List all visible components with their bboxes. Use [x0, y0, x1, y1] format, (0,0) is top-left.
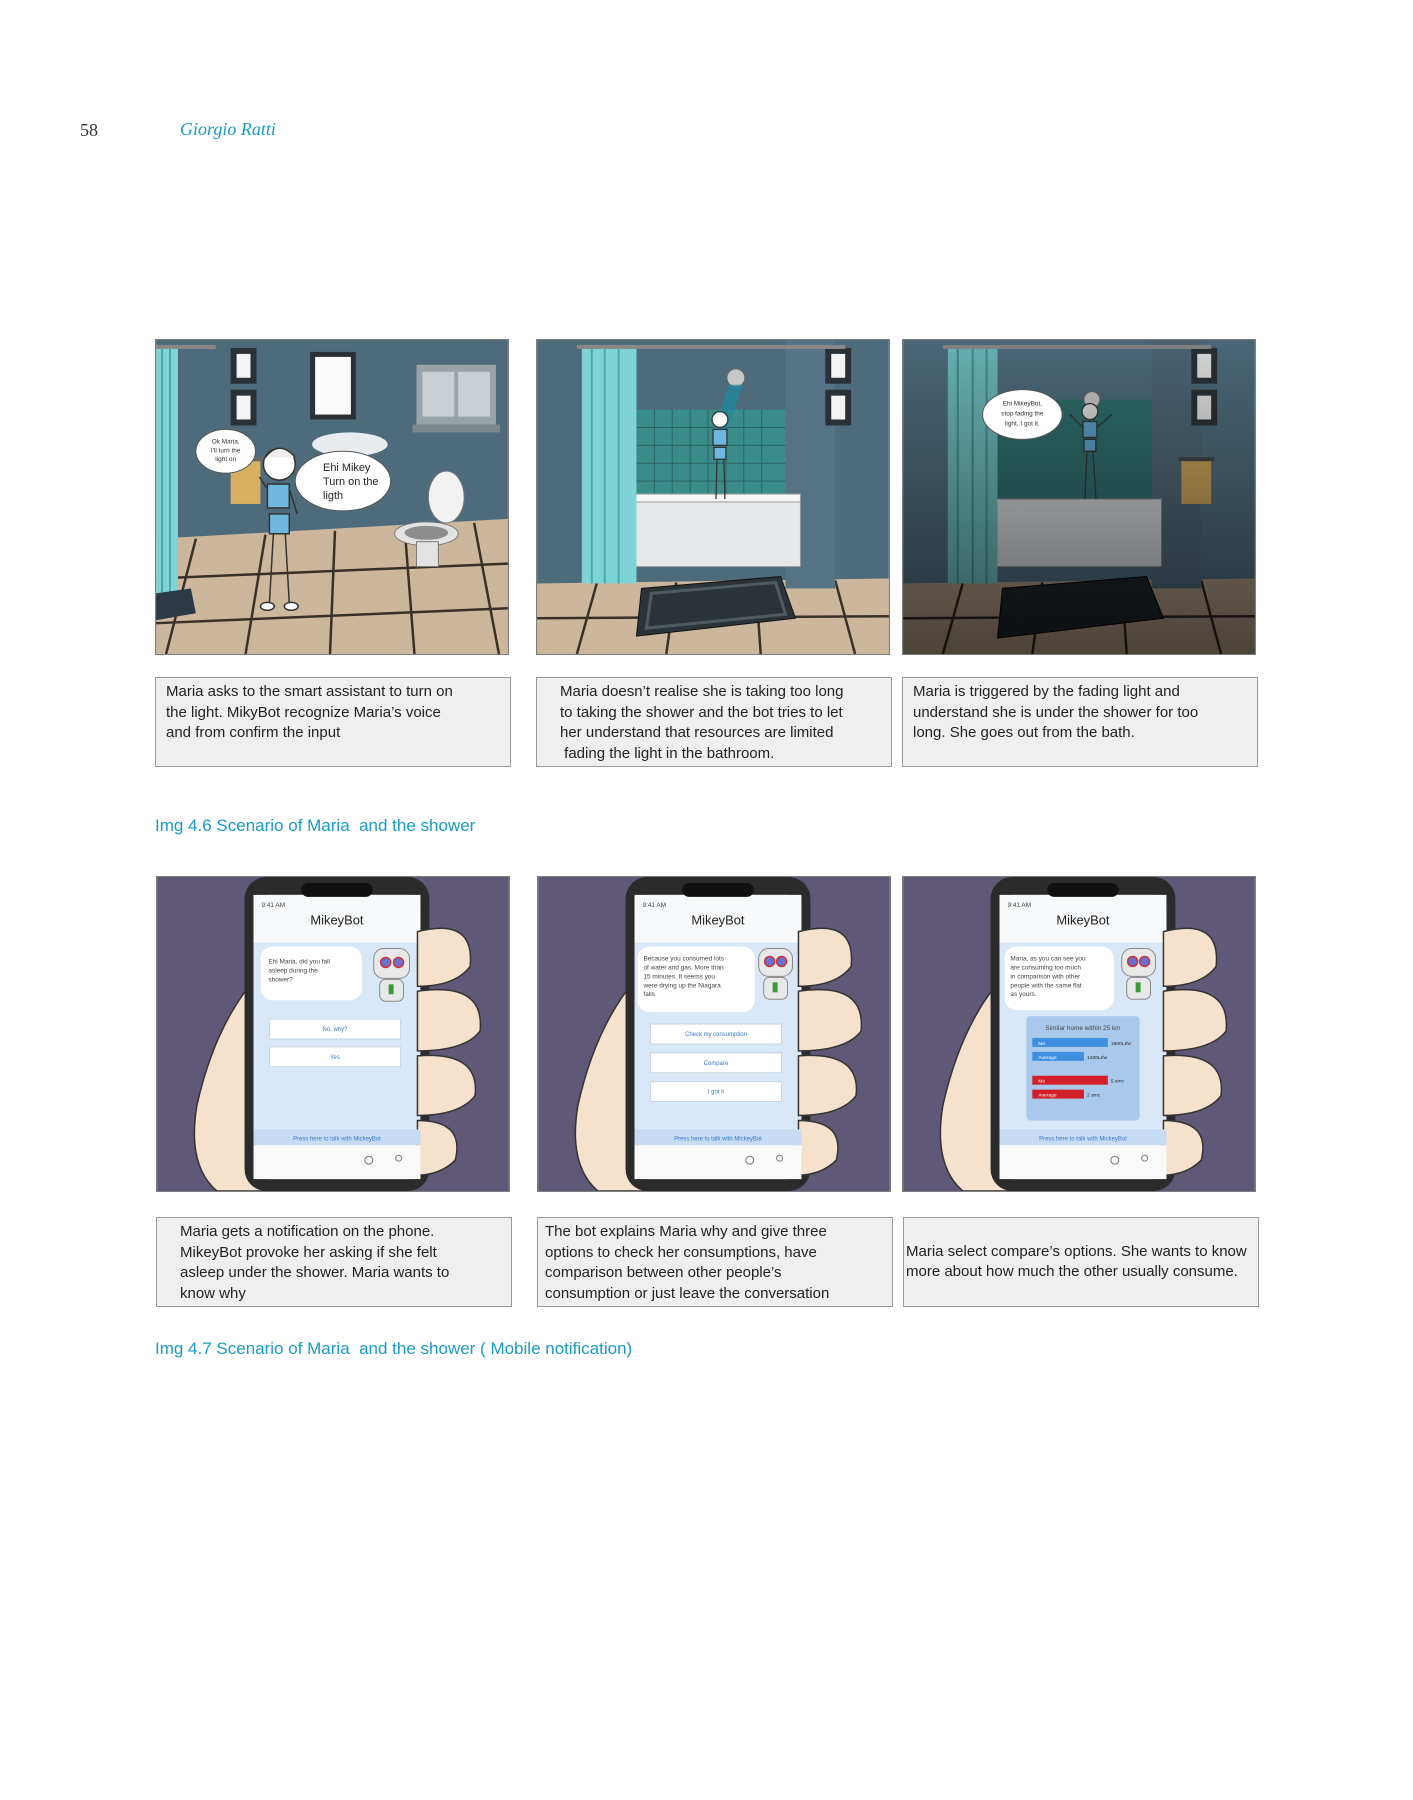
status-time: 9:41 AM: [261, 901, 286, 909]
bathroom-light-on-illustration: [156, 340, 508, 654]
caption-line: fading the light in the bathroom.: [560, 744, 775, 762]
compare-label: Compare: [703, 1060, 729, 1067]
bot-message-line: people with the same flat: [1010, 982, 1082, 990]
user-bubble-line: stop fading the: [1001, 410, 1044, 418]
comparison-bar-label: Average: [1038, 1093, 1057, 1099]
caption-box: [156, 1217, 512, 1307]
caption-line: to taking the shower and the bot tries to let: [560, 703, 843, 721]
caption-line: Maria gets a notification on the phone.: [180, 1223, 435, 1240]
shower-illustration: [537, 340, 889, 654]
caption-line: the light. MikyBot recognize Maria’s voice: [166, 703, 441, 721]
caption-line: and from confirm the input: [166, 724, 341, 741]
user-bubble-line: Ehi Mikey: [323, 462, 371, 475]
robot-icon: [1122, 949, 1156, 1000]
caption-line: understand she is under the shower for too: [913, 703, 1199, 721]
caption-line: Maria doesn’t realise she is taking too long: [560, 683, 844, 700]
phone-panel-1: [156, 876, 510, 1192]
user-bubble-line: Turn on the: [323, 476, 379, 489]
got-it-label: I got it: [707, 1089, 725, 1096]
bathroom-panel-1: [155, 339, 509, 655]
figure-caption: Img 4.7 Scenario of Maria and the shower ( Mobile notification): [155, 1339, 633, 1358]
caption-line: long. She goes out from the bath.: [913, 724, 1135, 741]
caption-line: more about how much the other usually consume.: [906, 1263, 1238, 1280]
bot-message-line: were drying up the Niagara: [643, 982, 721, 990]
caption-box: [537, 1217, 893, 1307]
no-why-button-label: No, why?: [322, 1027, 348, 1034]
caption-line: Maria select compare’s options. She wants to know: [906, 1242, 1247, 1260]
comparison-bar-value: 1200Lt/w: [1086, 1055, 1108, 1061]
caption-line: options to check her consumptions, have: [545, 1243, 817, 1261]
comparison-bar-label: Me: [1038, 1041, 1046, 1047]
phone-panel-3: [902, 876, 1256, 1192]
caption-box: [155, 677, 511, 767]
comparison-bar-label: Average: [1038, 1055, 1057, 1061]
caption-line: MikeyBot provoke her asking if she felt: [180, 1243, 437, 1261]
status-time: 9:41 AM: [1007, 901, 1032, 909]
comparison-bar-value: 1900Lt/w: [1110, 1041, 1131, 1047]
caption-box: [902, 677, 1258, 767]
comparison-bar-label: Me: [1038, 1079, 1046, 1085]
bot-message-line: Ehi Maria, did you fall: [268, 958, 330, 966]
phone-options-illustration: [538, 877, 890, 1191]
bot-bubble-line: light on: [215, 456, 237, 464]
caption-box: [536, 677, 892, 767]
talk-link[interactable]: Press here to talk with MickeyBot: [1039, 1136, 1127, 1143]
talk-link[interactable]: Press here to talk with MickeyBot: [674, 1136, 762, 1143]
bot-message-line: asleep during the: [268, 967, 318, 975]
app-title: MikeyBot: [310, 912, 364, 928]
bot-message-line: Because you consumed lots: [643, 955, 724, 963]
caption-line: The bot explains Maria why and give three: [545, 1223, 827, 1240]
robot-icon: [759, 949, 793, 1000]
caption-line: Maria is triggered by the fading light and: [913, 683, 1180, 700]
user-bubble-line: Ehi MikeyBot,: [1002, 400, 1043, 408]
bathroom-panel-2: [536, 339, 890, 655]
bot-message-line: of water and gas. More than: [643, 964, 724, 972]
app-title: MikeyBot: [1056, 912, 1110, 928]
caption-line: consumption or just leave the conversation: [545, 1284, 830, 1302]
caption-line: comparison between other people’s: [545, 1264, 782, 1281]
talk-link[interactable]: Press here to talk with MickeyBot: [293, 1136, 381, 1143]
bot-message-line: are consuming too much: [1010, 964, 1081, 972]
phone-compare-illustration: [903, 877, 1255, 1191]
caption-line: know why: [180, 1284, 246, 1302]
comparison-bar-value: 2 smc: [1086, 1093, 1101, 1099]
user-bubble-line: light. I got it.: [1005, 420, 1040, 428]
bot-bubble-line: Ok Maria,: [211, 438, 240, 446]
yes-button-label: Yes: [330, 1054, 340, 1061]
page-number: 58: [80, 120, 98, 140]
bot-message-line: falls: [643, 991, 655, 999]
comparison-title: Similar home within 25 km: [1045, 1025, 1121, 1033]
phone-notification-illustration: [157, 877, 509, 1191]
bot-message-line: shower?: [268, 976, 293, 984]
check-consumption-label: Check my consumption: [685, 1031, 747, 1038]
phone-panel-2: [537, 876, 891, 1192]
caption-line: Maria asks to the smart assistant to turn on: [166, 683, 453, 700]
app-title: MikeyBot: [691, 912, 745, 928]
fading-light-illustration: [903, 340, 1255, 654]
figure-caption: Img 4.6 Scenario of Maria and the shower: [155, 816, 476, 835]
bot-message-line: 15 minutes. It seems you: [643, 973, 716, 981]
user-bubble-line: ligth: [323, 489, 344, 502]
caption-box: [903, 1217, 1259, 1307]
comparison-bar-value: 5 smc: [1110, 1079, 1125, 1085]
author-name: Giorgio Ratti: [180, 119, 276, 139]
bot-message-line: in comparison with other: [1010, 973, 1081, 981]
bot-bubble-line: I'll turn the: [210, 447, 241, 455]
bathroom-panel-3: [902, 339, 1256, 655]
status-time: 9:41 AM: [642, 901, 667, 909]
bot-message-line: Maria, as you can see you: [1010, 955, 1086, 963]
bot-message-line: as yours.: [1010, 991, 1037, 999]
caption-line: asleep under the shower. Maria wants to: [180, 1264, 450, 1281]
caption-line: her understand that resources are limited: [560, 724, 834, 741]
